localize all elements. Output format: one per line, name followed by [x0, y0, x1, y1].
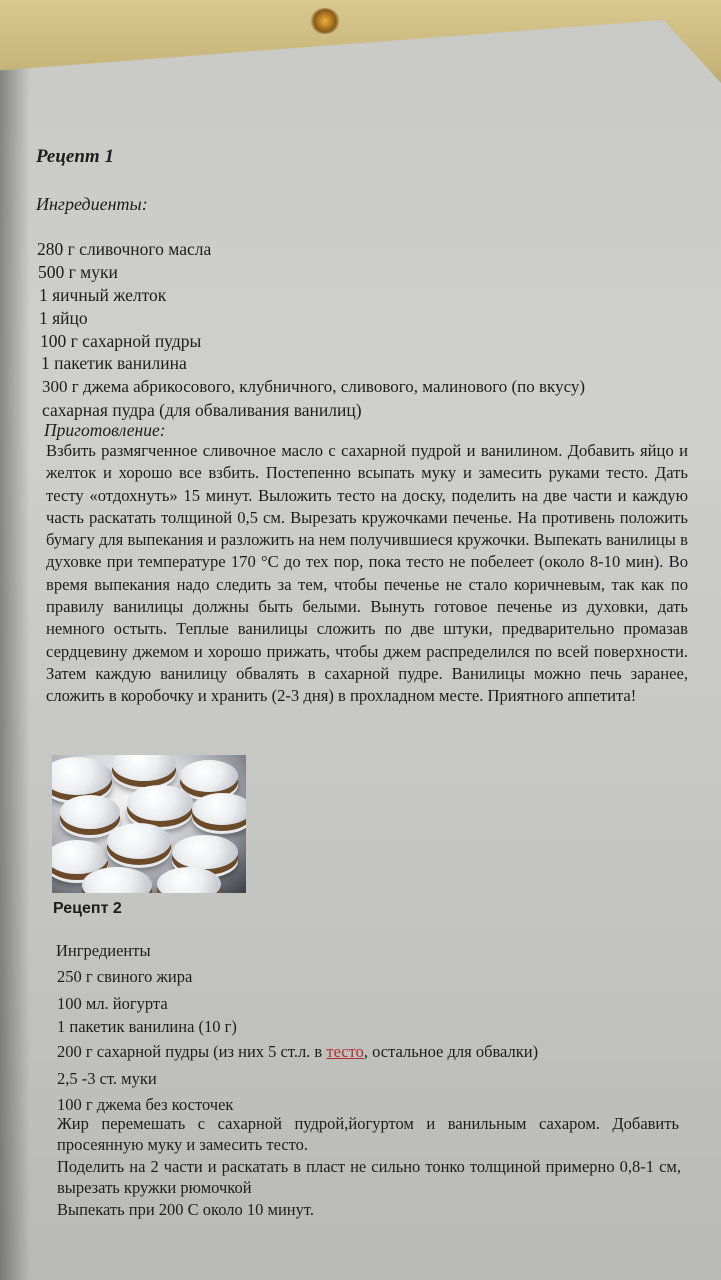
ingredient-item: 100 г джема без косточек [57, 1095, 234, 1114]
ingredient-item: сахарная пудра (для обваливания ванилиц) [42, 400, 362, 420]
ingredient-item: 2,5 -3 ст. муки [57, 1069, 157, 1088]
recipe2-method-step: Жир перемешать с сахарной пудрой,йогуртом и ванильным сахаром. Добавить просеянную муку и замесить тесто. [57, 1114, 679, 1154]
ingredient-item: 100 мл. йогурта [57, 994, 168, 1013]
ingredient-item: 1 яичный желток [39, 285, 167, 305]
ingredient-item: 500 г муки [38, 262, 118, 282]
ingredient-item: 300 г джема абрикосового, клубничного, сливового, малинового (по вкусу) [42, 377, 586, 396]
recipe2-method-step: Выпекать при 200 С около 10 минут. [57, 1200, 314, 1219]
ingredient-item: 280 г сливочного масла [37, 239, 212, 259]
dough-link[interactable]: тесто [326, 1042, 364, 1061]
ingredient-item: 100 г сахарной пудры [40, 331, 202, 351]
wood-knot [310, 8, 340, 34]
recipe2-title: Рецепт 2 [53, 900, 122, 917]
ingredient-item: 1 пакетик ванилина (10 г) [57, 1017, 237, 1036]
recipe1-method-text: Взбить размягченное сливочное масло с сахарной пудрой и ванилином. Добавить яйцо и желток и хорошо все взбить. Постепенно всыпать муку и замесить руками тесто. Дать тесту «отдохнуть» 15 минут. Выложить тесто на доску, поделить на две части и каждую часть раскатать толщиной 0,5 см. Вырезать кружочками печенье. На противень положить бумагу для выпекания и разложить на нем получившиеся кружочки. Выпекать ванилицы в духовке при температуре 170 °С до тех пор, пока тесто не побелеет (около 8-10 мин). Во время выпекания надо следить за тем, чтобы печенье не стало коричневым, так как по правилу ванилицы должны быть белыми. Вынуть готовое печенье из духовки, дать немного остыть. Теплые ванилицы сложить по две штуки, предварительно промазав сердцевину джемом и хорошо прижать, чтобы джем распределился по всей поверхности. Затем каждую ванилицу обвалять в сахарной пудре. Ванилицы можно печь заранее, сложить в коробочку и хранить (2-3 дня) в прохладном месте. Приятного аппетита! [46, 441, 688, 706]
ingredient-item: 250 г свиного жира [57, 967, 193, 986]
vanilice-cookies-photo [52, 755, 246, 893]
ingredient-item: 200 г сахарной пудры (из них 5 ст.л. в тесто, остальное для обвалки) [57, 1042, 539, 1061]
recipe1-method-heading: Приготовление: [44, 420, 166, 440]
recipe1-title: Рецепт 1 [36, 146, 114, 167]
recipe2-ingredients-heading: Ингредиенты [56, 941, 151, 960]
recipe2-method-step: Поделить на 2 части и раскатать в пласт не сильно тонко толщиной примерно 0,8-1 см, вырезать кружки рюмочкой [57, 1157, 681, 1197]
recipe1-ingredients-heading: Ингредиенты: [36, 194, 148, 214]
ingredient-item: 1 пакетик ванилина [41, 353, 187, 373]
ingredient-item: 1 яйцо [39, 308, 88, 328]
